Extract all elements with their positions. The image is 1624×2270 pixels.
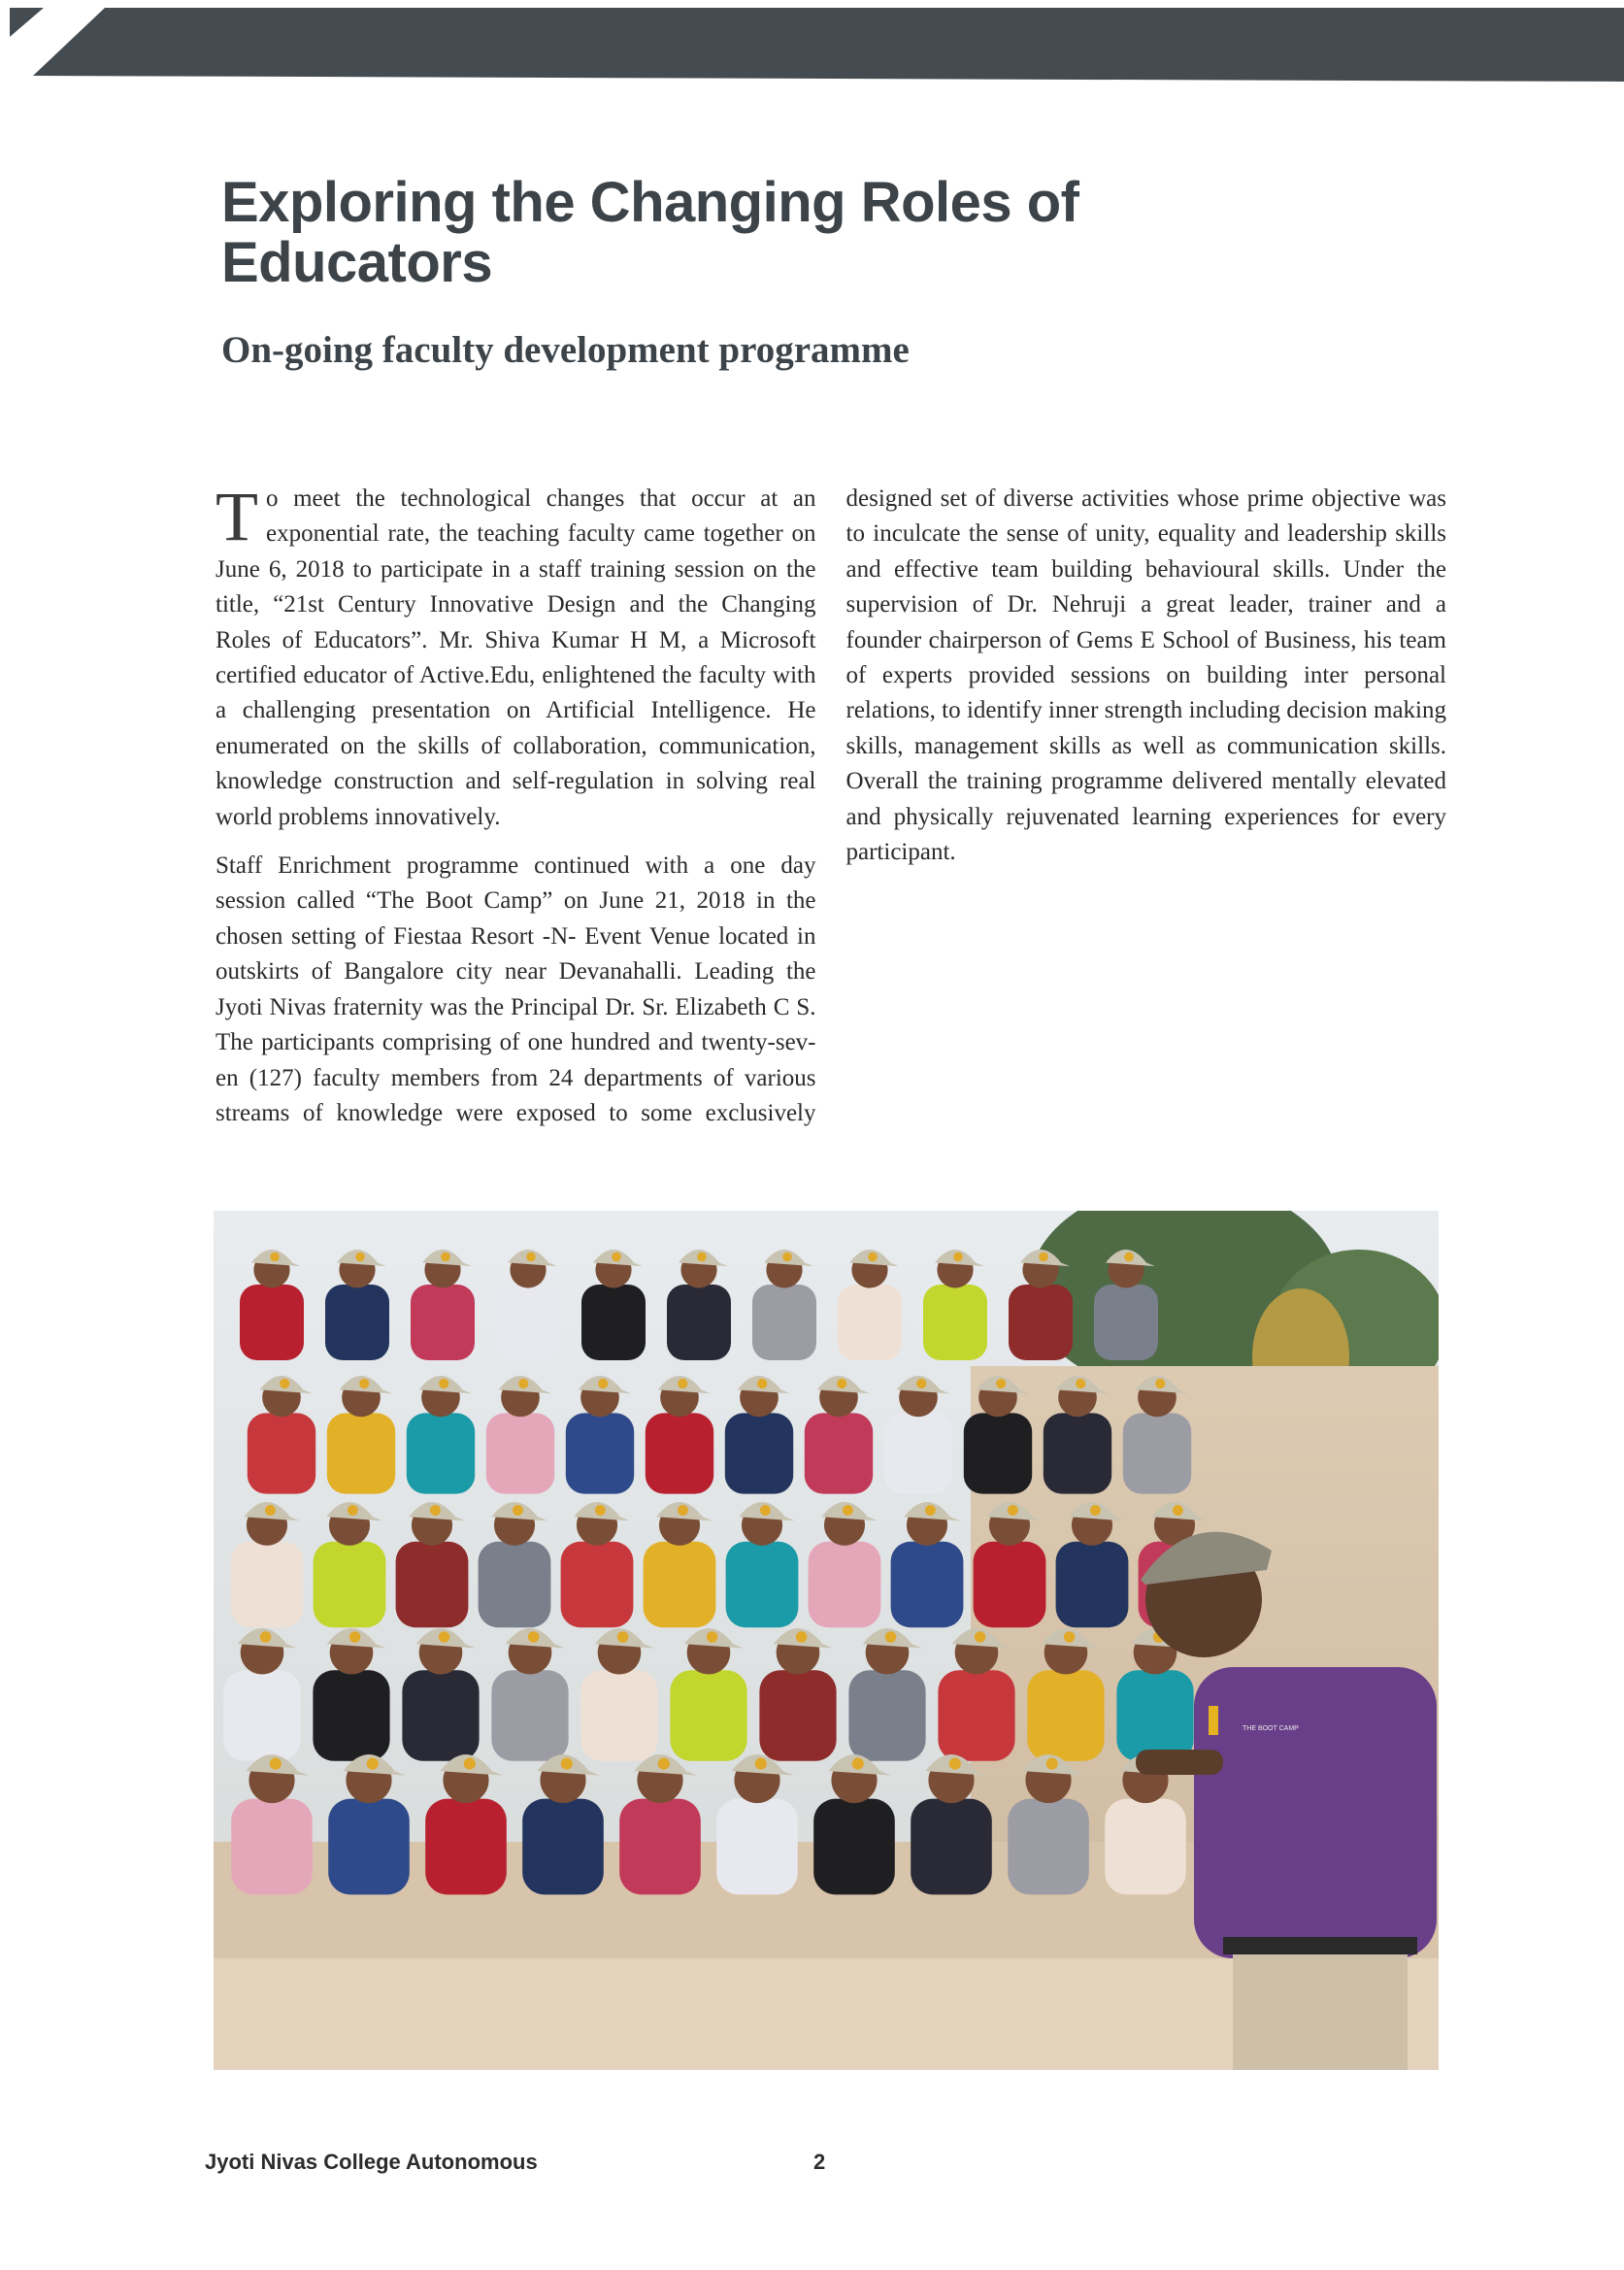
- group-photo: [214, 1211, 1439, 2070]
- article-title: Exploring the Changing Roles of Educators: [221, 171, 1079, 294]
- footer-publication: Jyoti Nivas College Autonomous: [205, 2150, 538, 2174]
- header-band: [0, 0, 1624, 87]
- header-band-main: [33, 8, 1624, 82]
- paragraph-2: Staff Enrichment programme continued with a one day session called “The Boot Camp” on June 21, 2018 in the chosen setting of Fiestaa Resort -N- Event Venue located in outskirts of Bangalore city near Devanahalli. Leading the Jyoti Nivas fraternity was the Principal Dr. Sr. Elizabeth C S. The participants comprising of one hundred and twenty-seven (127) faculty members from 24 departments of various streams of knowledge were exposed to some exclusively designed set of diverse activities whose prime objective was to inculcate the sense of unity, equality and leadership skills and effective team building behavioural skills. Under the supervision of Dr. Nehruji a great leader, trainer and a founder chairperson of Gems E School of Business, his team of experts provided sessions on building inter personal relations, to identify inner strength including decision making skills, management skills as well as communication skills. Overall the training programme delivered mentally elevated and physically rejuvenated learning experiences for every participant.: [215, 485, 1446, 1126]
- article-subtitle: On-going faculty development programme: [221, 329, 910, 371]
- paragraph-1-text: o meet the technological changes that occur at an exponential rate, the teaching faculty came together on June 6, 2018 to participate in a staff training session on the title, “21st Century Innovative Design and the Changing Roles of Educators”. Mr. Shiva Kumar H M, a Microsoft certified educator of Active.Edu, enlightened the faculty with a challenging presentation on Artificial Intelligence. He enumerated on the skills of collaboration, communication, knowledge construction and self-regulation in solving real world problems innovatively.: [215, 485, 816, 830]
- drop-cap: T: [215, 478, 258, 555]
- article-body: [215, 478, 1446, 1142]
- header-band-left-shard: [10, 8, 44, 37]
- paragraph-1: [215, 478, 816, 835]
- shirt-logo-text: THE BOOT CAMP: [1243, 1725, 1299, 1732]
- page-number: 2: [813, 2150, 826, 2174]
- group-photo-illustration: [214, 1211, 1439, 2070]
